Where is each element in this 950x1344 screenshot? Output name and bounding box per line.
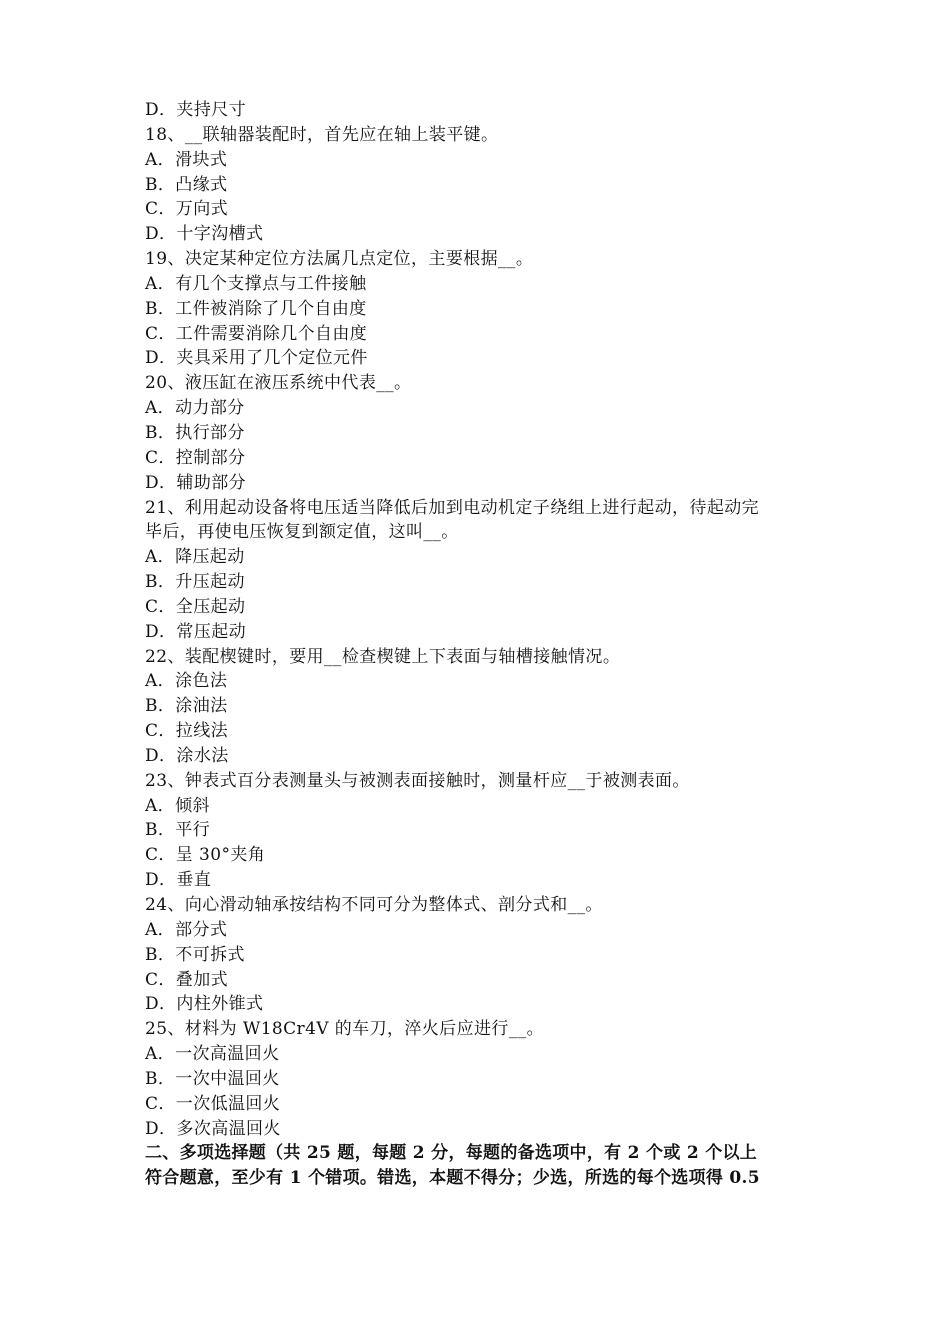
option-line: B．平行 xyxy=(145,820,211,841)
text-line: D．夹持尺寸 xyxy=(145,100,247,120)
question-21: 21、利用起动设备将电压适当降低后加到电动机定子绕组上进行起动，待起动完 xyxy=(145,497,760,518)
option-line: B．升压起动 xyxy=(145,572,245,593)
option-line: B．涂油法 xyxy=(145,696,228,717)
option-line: A．一次高温回火 xyxy=(145,1044,280,1065)
option-line: A．滑块式 xyxy=(145,149,228,170)
option-line: D．涂水法 xyxy=(145,745,229,766)
option-line: A．倾斜 xyxy=(145,795,210,816)
question-19: 19、决定某种定位方法属几点定位，主要根据__。 xyxy=(145,249,534,270)
option-line: C．全压起动 xyxy=(145,596,246,617)
option-line: D．夹具采用了几个定位元件 xyxy=(145,348,368,369)
option-line: B．一次中温回火 xyxy=(145,1068,280,1089)
option-line: A．降压起动 xyxy=(145,547,245,568)
option-line: B．工件被消除了几个自由度 xyxy=(145,298,367,319)
question-23: 23、钟表式百分表测量头与被测表面接触时，测量杆应__于被测表面。 xyxy=(145,770,690,791)
section-heading xyxy=(145,1141,813,1191)
question-24: 24、向心滑动轴承按结构不同可分为整体式、剖分式和__。 xyxy=(145,895,603,915)
option-line: C．工件需要消除几个自由度 xyxy=(145,323,368,344)
option-line: D．垂直 xyxy=(145,870,212,891)
section-heading-line-1: 二、多项选择题（共 25 题，每题 2 分，每题的备选项中，有 2 个或 2 个以上 xyxy=(145,1143,758,1164)
question-18: 18、__联轴器装配时，首先应在轴上装平键。 xyxy=(145,124,499,145)
option-line: B．执行部分 xyxy=(145,422,245,443)
option-line: C．拉线法 xyxy=(145,721,229,742)
option-line: C．呈 30°夹角 xyxy=(145,845,266,866)
question-20: 20、液压缸在液压系统中代表__。 xyxy=(145,373,412,394)
section-heading-line-2: 符合题意，至少有 1 个错项。错选，本题不得分；少选，所选的每个选项得 0.5 xyxy=(145,1168,760,1189)
option-line: D．多次高温回火 xyxy=(145,1118,281,1139)
option-line: C．一次低温回火 xyxy=(145,1093,281,1114)
option-line: A．有几个支撑点与工件接触 xyxy=(145,273,367,294)
option-line: C．万向式 xyxy=(145,199,229,220)
option-line: C．控制部分 xyxy=(145,447,246,468)
option-line: A．部分式 xyxy=(145,919,228,940)
option-line: C．叠加式 xyxy=(145,969,229,990)
option-line: D．十字沟槽式 xyxy=(145,224,264,245)
option-line: B．凸缘式 xyxy=(145,174,228,195)
option-line: D．常压起动 xyxy=(145,621,247,642)
option-line: A．涂色法 xyxy=(145,671,228,692)
option-line: B．不可拆式 xyxy=(145,944,245,965)
option-line: D．辅助部分 xyxy=(145,472,247,493)
document-body xyxy=(145,98,813,1191)
option-line: D．内柱外锥式 xyxy=(145,994,264,1015)
question-21-continued: 毕后，再使电压恢复到额定值，这叫__。 xyxy=(145,522,459,543)
question-25: 25、材料为 W18Cr4V 的车刀，淬火后应进行__。 xyxy=(145,1019,544,1040)
option-line: A．动力部分 xyxy=(145,398,245,419)
question-22: 22、装配楔键时，要用__检查楔键上下表面与轴槽接触情况。 xyxy=(145,646,621,667)
